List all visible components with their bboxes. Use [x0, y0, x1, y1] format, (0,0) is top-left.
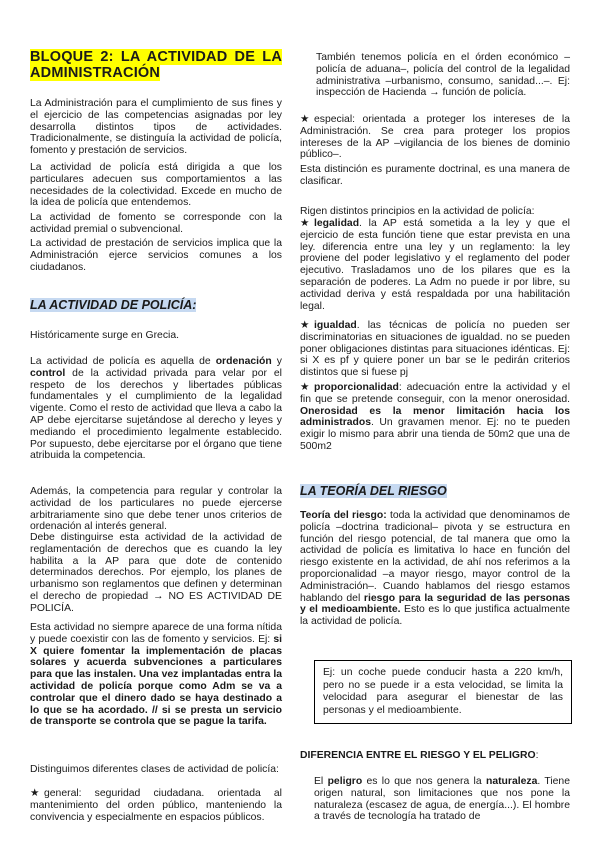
star-bullet-icon: ★ [300, 320, 310, 331]
economic-police-paragraph: También tenemos policía en el órden económico –policía de aduana–, policía del control de la legalidad administrativa –urbanismo, consumo, sanidad...–. Ej: inspección de Hacienda → función de policía. [316, 52, 570, 99]
clases-paragraph: Distinguimos diferentes clases de actividad de policía: [30, 764, 279, 775]
general-police-item: ★ general: seguridad ciudadana. orientada al mantenimiento del orden público, manteniendo la convivencia y especialmente en espacios públicos. [30, 788, 282, 823]
ademas-paragraph: Además, la competencia para regular y controlar la actividad de los particulares no puede ejercerse arbitrariamente sino que debe tener unos criterios de ordenación al interés general. [30, 486, 282, 533]
example-box: Ej: un coche puede conducir hasta a 220 km/h, pero no se puede ir a esta velocidad, se limita la velocidad para asegurar el bienestar de las personas y el medioambiente. [314, 660, 572, 724]
intro-paragraph-4: La actividad de prestación de servicios implica que la Administración ejerce servicios comunes a los ciudadanos. [30, 238, 282, 273]
star-bullet-icon: ★ [300, 382, 310, 393]
section-heading-peligro: DIFERENCIA ENTRE EL RIESGO Y EL PELIGRO: [300, 750, 539, 761]
intro-paragraph-1: La Administración para el cumplimiento de sus fines y el ejercicio de las competencias asignadas por ley desarrolla distintos tipos de actividades. Tradicionalmente, se distinguía la actividad de policía, fomento y prestación de servicios. [30, 98, 282, 157]
document-title: BLOQUE 2: LA ACTIVIDAD DE LA ADMINISTRACIÓN [30, 49, 282, 81]
reglamentacion-paragraph: Debe distinguirse esta actividad de la actividad de reglamentación de derechos que es cuando la ley habilita a la AP para que dote de contenido determinados derechos. Por ejemplo, los planes de urbanismo son reglamentos que definen y determinan el derecho de propiedad → NO ES ACTIVIDAD DE POLICÍA. [30, 532, 282, 614]
definition-paragraph: La actividad de policía es aquella de ordenación y control de la actividad privada para velar por el respeto de los derechos y libertades públicas fundamentales y el cumplimiento de la legalidad vigente. Como el resto de actividad que lleva a cabo la AP debe ejercitarse sujetándose al derecho y leyes y mediando el procedimiento legalmente establecido. Por supuesto, debe ejercitarse por el órgano que tiene atribuida la competencia. [30, 356, 282, 462]
star-bullet-icon: ★ [30, 788, 40, 799]
star-bullet-icon: ★ [300, 114, 310, 125]
section-heading-policia: LA ACTIVIDAD DE POLICÍA: [30, 298, 197, 312]
coexistence-paragraph: Esta actividad no siempre aparece de una forma nítida y puede coexistir con las de fomento y servicios. Ej: si X quiere fomentar la implementación de placas solares y acuerda subvenciones a particulares para que las instalen. Una vez implantadas entra la actividad de policía porque como Adm se va a controlar que el dinero dado se haya destinado a lo que se ha acordado. // si se presta un servicio de transporte se controla que se pague la tarifa. [30, 622, 282, 728]
doctrinal-note: Esta distinción es puramente doctrinal, es una manera de clasificar. [300, 164, 570, 187]
principle-legalidad: ★ legalidad. la AP está sometida a la ley y que el ejercicio de esta función tiene que estar prevista en una ley. diferencia entre una ley y un reglamento: la ley proviene del poder legislativo y el reglamento del poder ejecutivo. Trasladamos uno de los pilares que es la separación de poderes. La Adm no puede ir por libre, su actividad deriva y está respaldada por una habilitación legal. [300, 218, 570, 312]
special-police-item: ★ especial: orientada a proteger los intereses de la Administración. Se crea para proteger los propios intereses de la AP –vigilancia de los bienes de dominio público–. [300, 114, 570, 161]
principles-intro: Rigen distintos principios en la actividad de policía: [300, 206, 535, 217]
section-heading-riesgo: LA TEORÍA DEL RIESGO [300, 484, 447, 498]
principle-igualdad: ★ igualdad. las técnicas de policía no pueden ser discriminatorias en situaciones de igualdad. no se pueden poner obligaciones distintas para situaciones idénticas. Ej: si X es pf y quiere poner un bar se le pedirán criterios distintos que si fuese pj [300, 320, 570, 379]
history-line: Históricamente surge en Grecia. [30, 330, 179, 341]
intro-paragraph-2: La actividad de policía está dirigida a que los particulares adecuen sus comportamientos a las necesidades de la colectividad. Excede en mucho de la idea de policía que entendemos. [30, 162, 282, 209]
peligro-paragraph: El peligro es lo que nos genera la naturaleza. Tiene origen natural, son limitaciones que nos pone la naturaleza (escasez de agua, de energía...). El hombre a través de tecnología ha tratado de [314, 776, 570, 823]
star-bullet-icon: ★ [300, 218, 310, 229]
teoria-riesgo-paragraph: Teoría del riesgo: toda la actividad que denominamos de policía –doctrina tradicional– pivota y se estructura en función del riesgo potencial, de tal manera que omo la actividad de policía es limitativa lo hace en función del riesgo existente en la actividad, de ahí nos referimos a la proporcionalidad –a mayor riesgo, mayor control de la Administración–. Cuando hablamos del riesgo estamos hablando del riesgo para la seguridad de las personas y el medioambiente. Esto es lo que justifica actualmente la actividad de policía. [300, 510, 570, 628]
principle-proporcionalidad: ★ proporcionalidad: adecuación entre la actividad y el fin que se pretende conseguir, con la menor onerosidad. Onerosidad es la menor limitación hacia los administrados. Un gravamen menor. Ej: no te pueden exigir lo mismo para abrir una tienda de 50m2 que una de 500m2 [300, 382, 570, 452]
intro-paragraph-3: La actividad de fomento se corresponde con la actividad premial o subvencional. [30, 212, 282, 235]
